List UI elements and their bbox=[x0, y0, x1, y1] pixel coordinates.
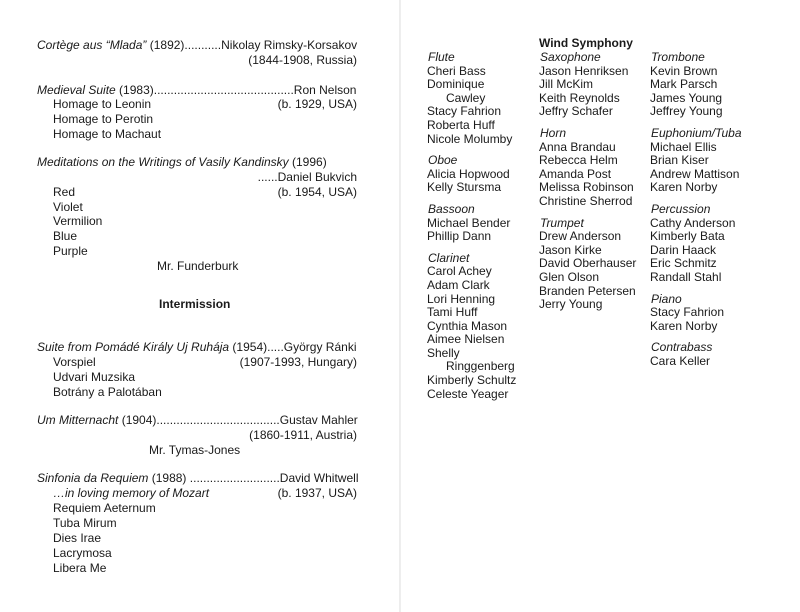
work-title: Sinfonia da Requiem bbox=[37, 471, 149, 485]
roster-section bbox=[427, 252, 516, 402]
musician-name: Glen Olson bbox=[539, 269, 600, 284]
section-name: Percussion bbox=[651, 201, 711, 216]
musician-name: Drew Anderson bbox=[539, 229, 622, 244]
movement: Violet bbox=[53, 200, 83, 214]
leader-dots: .......................................... bbox=[153, 83, 294, 97]
section-name: Contrabass bbox=[651, 340, 713, 355]
musician-name: Randall Stahl bbox=[650, 269, 722, 284]
roster-section bbox=[650, 341, 742, 368]
composer-dates: (1860-1911, Austria) bbox=[249, 428, 357, 442]
roster-section bbox=[539, 51, 636, 119]
movement: Lacrymosa bbox=[53, 546, 112, 560]
composer-dates: (1907-1993, Hungary) bbox=[239, 355, 357, 369]
movement: Tuba Mirum bbox=[53, 516, 117, 530]
musician-name: Stacy Fahrion bbox=[650, 305, 725, 320]
roster-section bbox=[427, 203, 516, 244]
roster-section bbox=[539, 127, 636, 209]
section-name: Trumpet bbox=[540, 215, 584, 230]
roster-page bbox=[400, 0, 800, 612]
movement: Vorspiel bbox=[53, 355, 96, 369]
musician-name: Cathy Anderson bbox=[650, 215, 736, 230]
musician-name: Alicia Hopwood bbox=[427, 166, 510, 181]
leader-dots: ..................................... bbox=[156, 413, 280, 427]
leader-dots: ..... bbox=[267, 340, 284, 354]
roster-section bbox=[427, 154, 516, 195]
musician-name: Michael Bender bbox=[427, 215, 511, 230]
work-whitwell bbox=[37, 471, 357, 486]
work-title: Medieval Suite bbox=[37, 83, 116, 97]
section-name: Trombone bbox=[651, 50, 705, 64]
musician-name: Jeffrey Young bbox=[650, 104, 723, 119]
musician-name: Cheri Bass bbox=[427, 63, 486, 78]
roster-section bbox=[539, 217, 636, 312]
musician-name: Kevin Brown bbox=[650, 63, 718, 78]
musician-name: Anna Brandau bbox=[539, 139, 616, 154]
work-bukvich bbox=[37, 155, 357, 170]
section-name: Euphonium/Tuba bbox=[651, 125, 742, 140]
musician-name: Shelly bbox=[427, 345, 460, 360]
composer-dates: (1844-1908, Russia) bbox=[248, 53, 357, 67]
section-name: Flute bbox=[428, 50, 455, 64]
musician-name: Amanda Post bbox=[539, 166, 612, 181]
musician-name: Stacy Fahrion bbox=[427, 104, 502, 119]
work-title: Meditations on the Writings of Vasily Kandinsky bbox=[37, 155, 289, 169]
work-year: (1954) bbox=[229, 340, 268, 354]
movement: Libera Me bbox=[53, 561, 107, 575]
movement: Dies Irae bbox=[53, 531, 102, 545]
work-title: Cortège aus “Mlada” bbox=[37, 38, 147, 52]
roster-section bbox=[427, 51, 516, 146]
work-nelson bbox=[37, 83, 357, 98]
musician-name: Darin Haack bbox=[650, 242, 717, 257]
musician-name: Ringgenberg bbox=[446, 359, 515, 374]
work-year: (1988) bbox=[148, 471, 187, 485]
musician-name: David Oberhauser bbox=[539, 256, 637, 271]
musician-name: Karen Norby bbox=[650, 180, 718, 195]
musician-name: Carol Achey bbox=[427, 264, 492, 279]
musician-name: Andrew Mattison bbox=[650, 166, 740, 181]
roster-section bbox=[650, 293, 742, 334]
section-name: Oboe bbox=[428, 153, 458, 168]
roster-section bbox=[650, 51, 742, 119]
work-ranki bbox=[37, 340, 357, 355]
section-name: Bassoon bbox=[428, 201, 475, 216]
performer-credit: Mr. Tymas-Jones bbox=[149, 443, 241, 457]
musician-name: Branden Petersen bbox=[539, 283, 636, 298]
composer-name: Ron Nelson bbox=[293, 83, 357, 97]
musician-name: Roberta Huff bbox=[427, 117, 495, 132]
musician-name: Cawley bbox=[446, 90, 486, 105]
work-title: Suite from Pomádé Király Uj Ruhája bbox=[37, 340, 230, 354]
musician-name: Rebecca Helm bbox=[539, 153, 618, 168]
movement: Homage to Perotin bbox=[53, 112, 154, 126]
musician-name: Lori Henning bbox=[427, 291, 496, 306]
movement: Udvari Muzsika bbox=[53, 370, 136, 384]
work-title: Um Mitternacht bbox=[37, 413, 119, 427]
musician-name: Eric Schmitz bbox=[650, 256, 717, 271]
dedication: …in loving memory of Mozart bbox=[53, 486, 210, 500]
musician-name: Jill McKim bbox=[539, 77, 593, 92]
composer-name: Nikolay Rimsky-Korsakov bbox=[221, 38, 358, 52]
leader-dots: ........................... bbox=[186, 471, 280, 485]
leader-dots: ........... bbox=[184, 38, 222, 52]
musician-name: James Young bbox=[650, 90, 723, 105]
musician-name: Jerry Young bbox=[539, 297, 603, 312]
movement: Purple bbox=[53, 244, 88, 258]
composer-name: ......Daniel Bukvich bbox=[257, 170, 357, 184]
ensemble-title: Wind Symphony bbox=[539, 36, 633, 50]
musician-name: Jason Henriksen bbox=[539, 63, 629, 78]
roster-column-2 bbox=[539, 51, 636, 320]
movement: Homage to Leonin bbox=[53, 97, 152, 111]
roster-section bbox=[650, 127, 742, 195]
musician-name: Cynthia Mason bbox=[427, 318, 508, 333]
composer-name: Gustav Mahler bbox=[279, 413, 358, 427]
movement: Blue bbox=[53, 229, 78, 243]
composer-name: György Ránki bbox=[283, 340, 357, 354]
musician-name: Dominique bbox=[427, 77, 485, 92]
musician-name: Jeffry Schafer bbox=[539, 104, 613, 119]
roster-column-1 bbox=[427, 51, 516, 409]
musician-name: Kelly Stursma bbox=[427, 180, 502, 195]
musician-name: Celeste Yeager bbox=[427, 386, 509, 401]
musician-name: Jason Kirke bbox=[539, 242, 602, 257]
composer-dates: (b. 1929, USA) bbox=[277, 97, 357, 111]
intermission-heading: Intermission bbox=[159, 297, 231, 311]
musician-name: Nicole Molumby bbox=[427, 131, 513, 146]
musician-name: Kimberly Schultz bbox=[427, 373, 517, 388]
musician-name: Keith Reynolds bbox=[539, 90, 620, 105]
work-mahler bbox=[37, 413, 357, 428]
musician-name: Karen Norby bbox=[650, 318, 718, 333]
musician-name: Cara Keller bbox=[650, 353, 711, 368]
movement: Botrány a Palotában bbox=[53, 385, 162, 399]
musician-name: Tami Huff bbox=[427, 305, 478, 320]
musician-name: Mark Parsch bbox=[650, 77, 718, 92]
musician-name: Brian Kiser bbox=[650, 153, 709, 168]
movement: Red bbox=[53, 185, 76, 199]
composer-dates: (b. 1954, USA) bbox=[277, 185, 357, 199]
work-year: (1983) bbox=[115, 83, 154, 97]
movement: Vermilion bbox=[53, 214, 103, 228]
musician-name: Aimee Nielsen bbox=[427, 332, 505, 347]
performer-credit: Mr. Funderburk bbox=[157, 259, 239, 273]
movement: Homage to Machaut bbox=[53, 127, 162, 141]
section-name: Horn bbox=[540, 125, 567, 140]
section-name: Clarinet bbox=[428, 250, 470, 265]
work-year: (1904) bbox=[118, 413, 157, 427]
musician-name: Christine Sherrod bbox=[539, 193, 633, 208]
section-name: Saxophone bbox=[540, 50, 601, 64]
musician-name: Melissa Robinson bbox=[539, 180, 634, 195]
musician-name: Kimberly Bata bbox=[650, 229, 725, 244]
work-rimsky-korsakov bbox=[37, 38, 357, 53]
roster-column-3 bbox=[650, 51, 742, 376]
composer-name: David Whitwell bbox=[279, 471, 359, 485]
section-name: Piano bbox=[651, 291, 682, 306]
roster-section bbox=[650, 203, 742, 285]
musician-name: Michael Ellis bbox=[650, 139, 717, 154]
composer-dates: (b. 1937, USA) bbox=[277, 486, 357, 500]
work-year: (1996) bbox=[288, 155, 327, 169]
musician-name: Adam Clark bbox=[427, 277, 490, 292]
musician-name: Phillip Dann bbox=[427, 229, 492, 244]
work-year: (1892) bbox=[146, 38, 185, 52]
movement: Requiem Aeternum bbox=[53, 501, 156, 515]
